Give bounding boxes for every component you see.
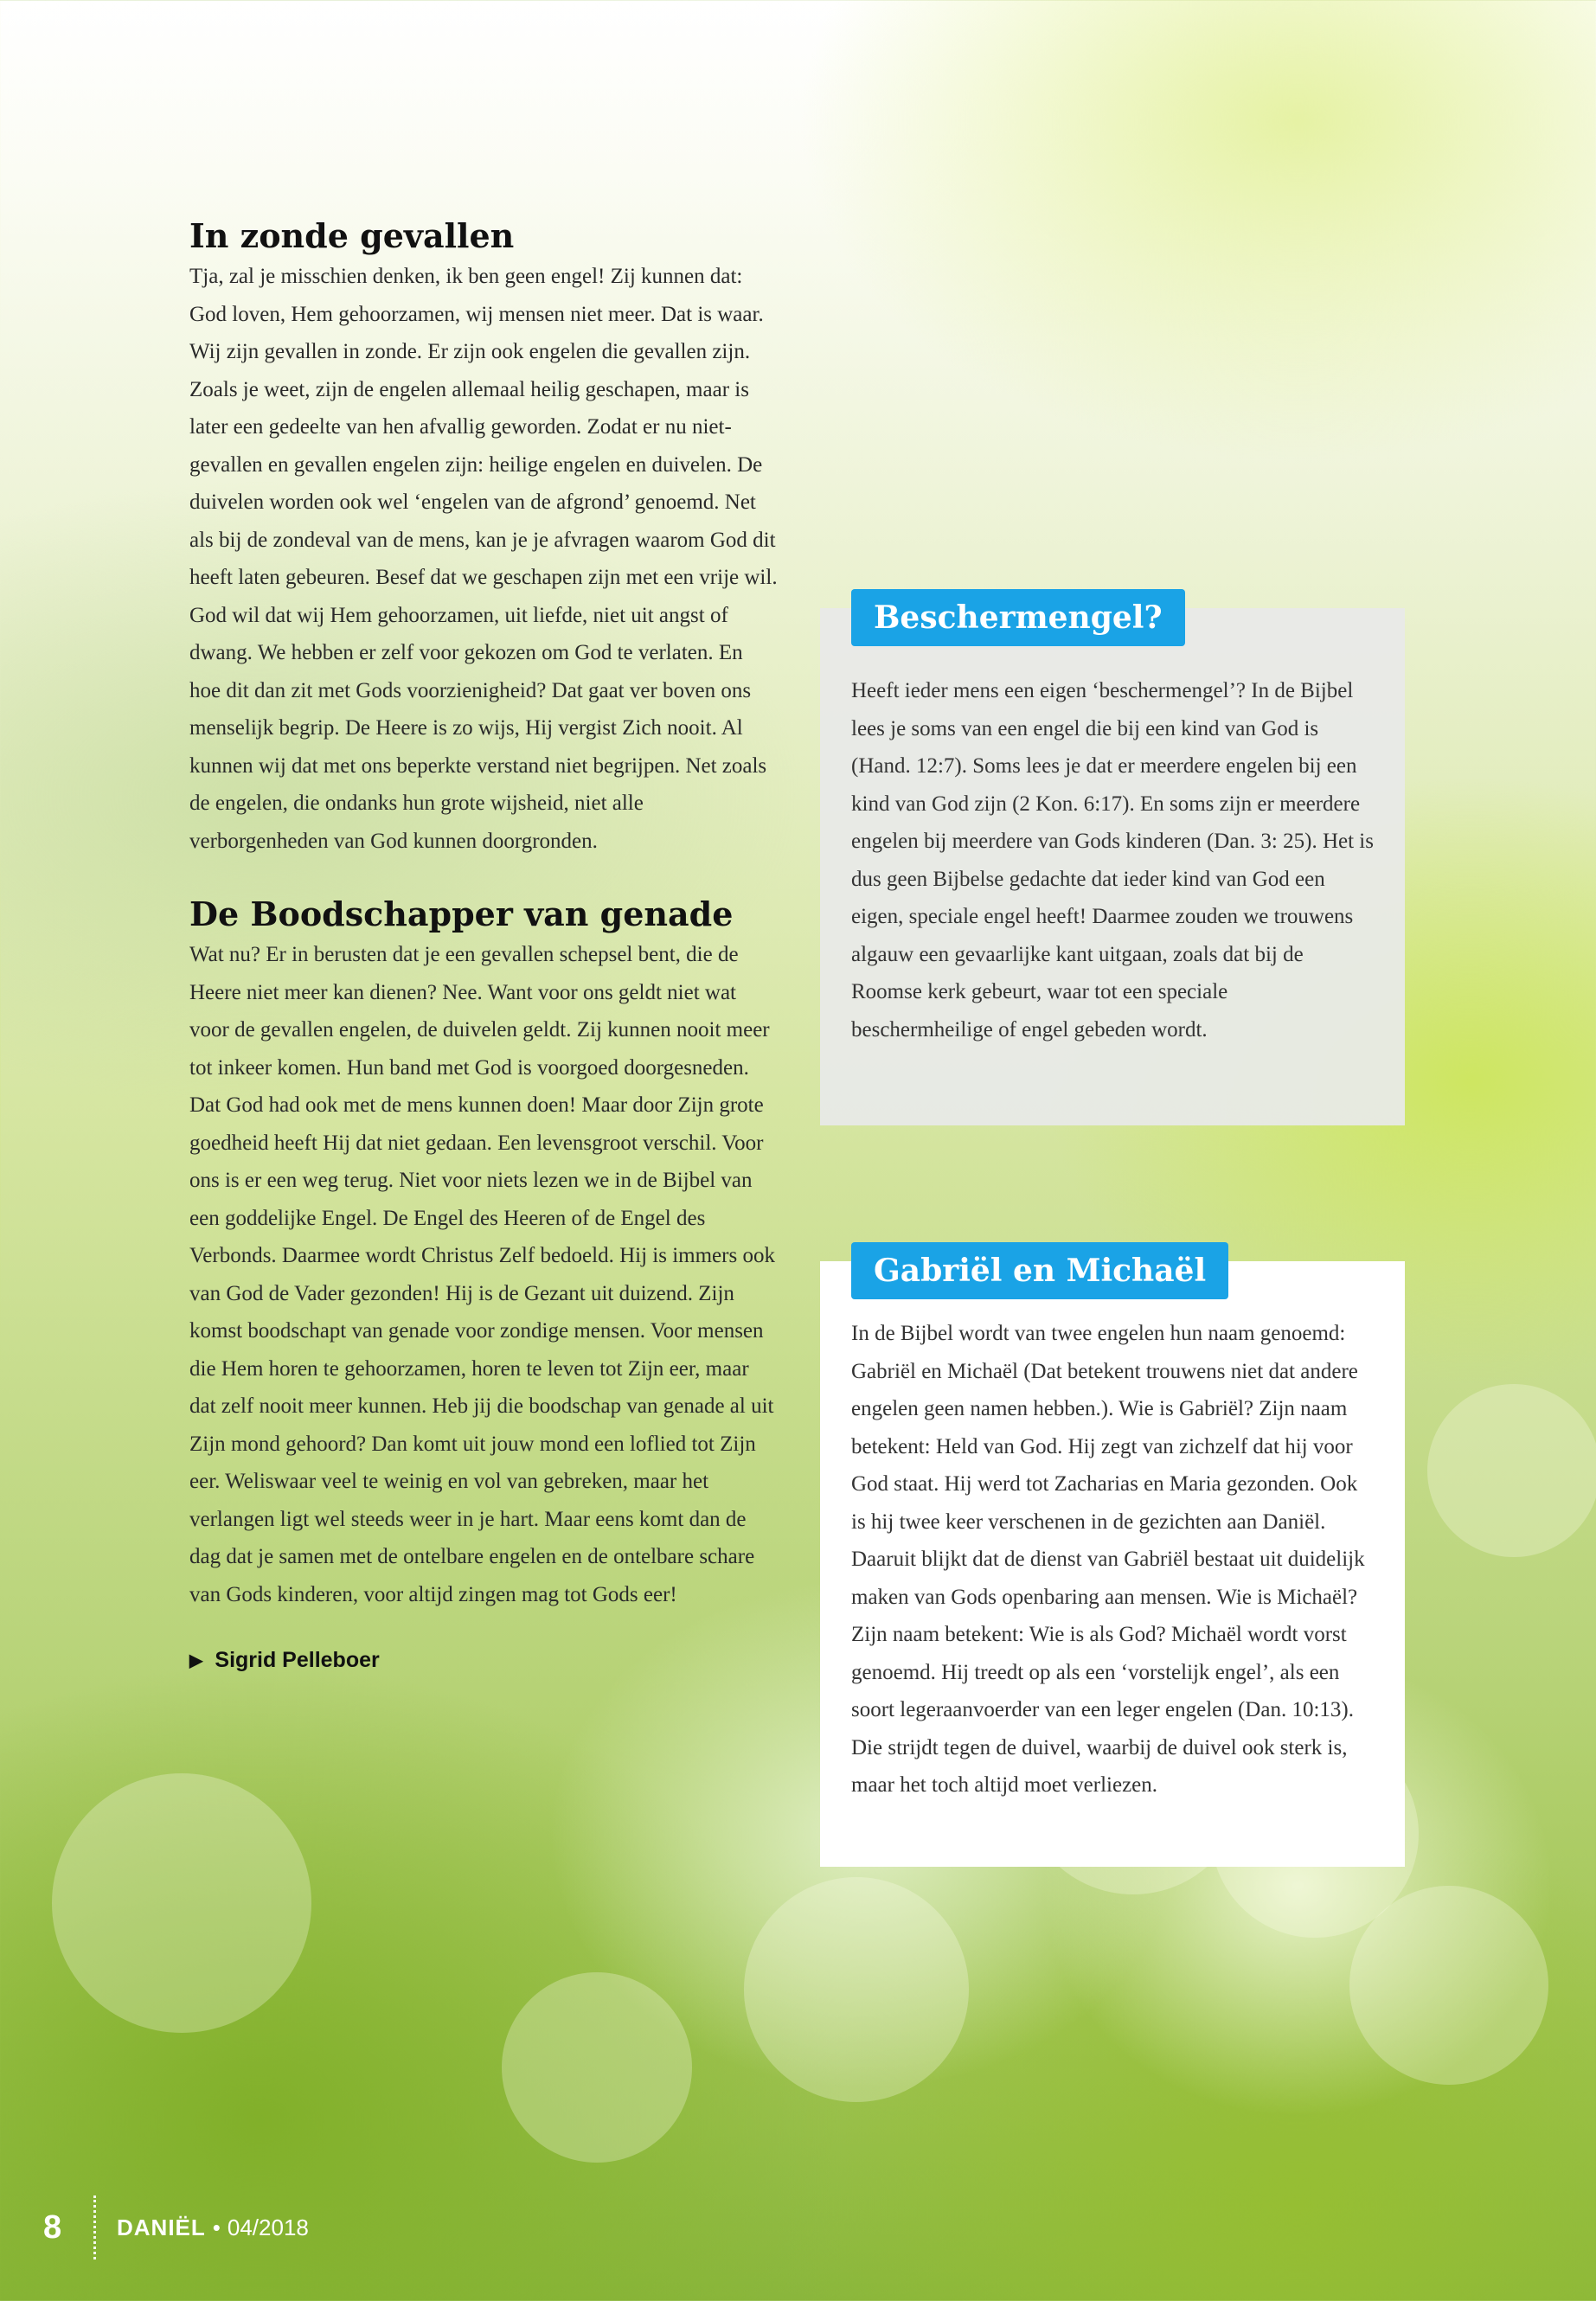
footer-separator: • [212,2214,221,2240]
author-name: Sigrid Pelleboer [215,1648,380,1672]
section-heading-boodschapper: De Boodschapper van genade [189,894,734,933]
bokeh-light [1349,1886,1548,2085]
page-footer [43,2197,309,2258]
sidebar-text-gabriel-michael: In de Bijbel wordt van twee engelen hun naam genoemd: Gabriël en Michaël (Dat betekent trouwens niet dat andere engelen geen namen hebben.). Wie is Gabriël? Zijn naam betekent: Held van God. Hij zegt van zichzelf dat hij voor God staat. Hij werd tot Zacharias en Maria gezonden. Ook is hij twee keer verschenen in de gezichten aan Daniël. Daaruit blijkt dat de dienst van Gabriël bestaat uit duidelijk maken van Gods openbaring aan mensen. Wie is Michaël? Zijn naam betekent: Wie is als God? Michaël wordt vorst genoemd. Hij treedt op als een ‘vorstelijk engel’, als een soort legeraanvoerder van een leger engelen (Dan. 10:13). Die strijdt tegen de duivel, waarbij de duivel ook sterk is, maar het toch altijd moet verliezen. [851,1322,1365,1797]
bokeh-light [744,1877,969,2102]
section-text-boodschapper: Wat nu? Er in berusten dat je een gevallen schepsel bent, die de Heere niet meer kan dienen? Nee. Want voor ons geldt niet wat voor de gevallen engelen, de duivelen geldt. Zij kunnen nooit meer tot inkeer komen. Hun band met God is voorgoed doorgesneden. Dat God had ook met de mens kunnen doen! Maar door Zijn grote goedheid heeft Hij dat niet gedaan. Een levensgroot verschil. Voor ons is er een weg terug. Niet voor niets lezen we in de Bijbel van een goddelijke Engel. De Engel des Heeren of de Engel des Verbonds. Daarmee wordt Christus Zelf bedoeld. Hij is immers ook van God de Vader gezonden! Hij is de Gezant uit duizend. Zijn komst boodschapt van genade voor zondige mensen. Voor mensen die Hem horen te gehoorzamen, horen te leven tot Zijn eer, maar dat zelf nooit meer kunnen. Heb jij die boodschap van genade al uit Zijn mond gehoord? Dan komt uit jouw mond een loflied tot Zijn eer. Weliswaar veel te weinig en vol van gebreken, maar het verlangen ligt wel steeds weer in je hart. Maar eens komt dan de dag dat je samen met de ontelbare engelen en de ontelbare schare van Gods kinderen, voor altijd zingen mag tot Gods eer! [189,943,775,1606]
sidebar-beschermengel [820,599,1405,1125]
triangle-right-icon: ▶ [189,1651,203,1670]
article-column [189,215,778,1673]
bokeh-light [502,1972,692,2163]
sidebar-title-beschermengel: Beschermengel? [851,589,1185,646]
magazine-name: DANIËL [117,2214,206,2240]
sidebar-title-gabriel-michael: Gabriël en Michaël [851,1242,1228,1299]
section-text-in-zonde-gevallen: Tja, zal je misschien denken, ik ben geen engel! Zij kunnen dat: God loven, Hem gehoorzamen, wij mensen niet meer. Dat is waar. Wij zijn gevallen in zonde. Er zijn ook engelen die gevallen zijn. Zoals je weet, zijn de engelen allemaal heilig geschapen, maar is later een gedeelte van hen afvallig geworden. Zodat er nu niet-gevallen en gevallen engelen zijn: heilige engelen en duivelen. De duivelen worden ook wel ‘engelen van de afgrond’ genoemd. Net als bij de zondeval van de mens, kan je je afvragen waarom God dit heeft laten gebeuren. Besef dat we geschapen zijn met een vrije wil. God wil dat wij Hem gehoorzamen, uit liefde, niet uit angst of dwang. We hebben er zelf voor gekozen om God te verlaten. En hoe dit dan zit met Gods voorzienigheid? Dat gaat ver boven ons menselijk begrip. De Heere is zo wijs, Hij vergist Zich nooit. Al kunnen wij dat met ons beperkte verstand niet begrijpen. Net zoals de engelen, die ondanks hun grote wijsheid, niet alle verborgenheden van God kunnen doorgronden. [189,265,778,853]
issue-number: 04/2018 [227,2214,309,2240]
author-byline [189,1648,778,1673]
bokeh-light [1427,1384,1596,1557]
sidebar-gabriel-michael [820,1253,1405,1867]
sidebar-text-beschermengel: Heeft ieder mens een eigen ‘beschermengel’? In de Bijbel lees je soms van een engel die bij een kind van God is (Hand. 12:7). Soms lees je dat er meerdere engelen bij een kind van God zijn (2 Kon. 6:17). En soms zijn er meerdere engelen bij meerdere van Gods kinderen (Dan. 3: 25). Het is dus geen Bijbelse gedachte dat ieder kind van God een eigen, speciale engel heeft! Daarmee zouden we trouwens algauw een gevaarlijke kant uitgaan, zoals dat bij de Roomse kerk gebeurt, waar tot een speciale beschermheilige of engel gebeden wordt. [851,679,1374,1042]
bokeh-light [52,1773,311,2033]
page-number: 8 [43,2208,62,2246]
footer-divider [93,2195,96,2259]
section-heading-in-zonde-gevallen: In zonde gevallen [189,216,515,255]
